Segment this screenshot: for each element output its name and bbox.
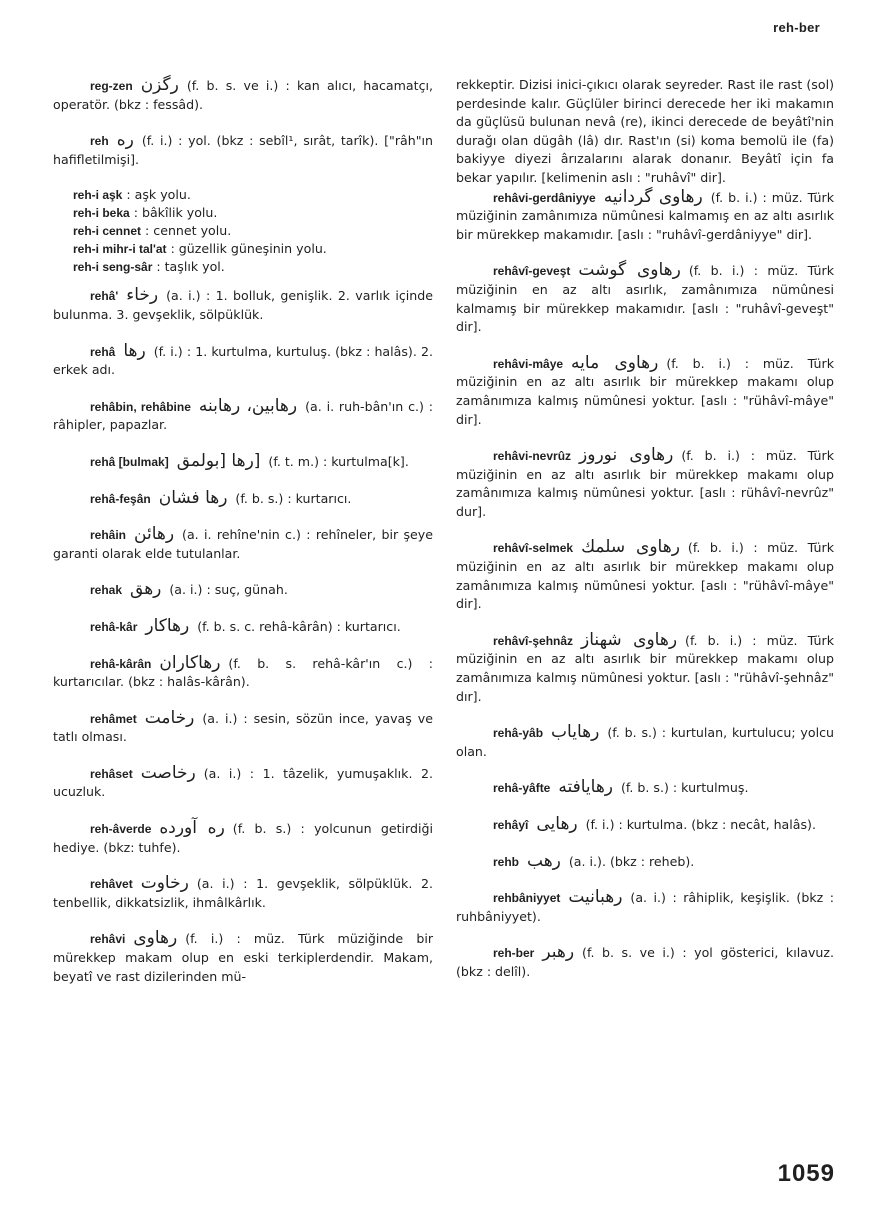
dictionary-entry <box>53 525 433 563</box>
entry-definition: (f. b. i.) : müz. Türk müziğinin en az altı asırlık bir mürekkep makamı olup zamânımıza kalmış nümûnesi yoktur. [aslı : "rühâvî-mâye" dir]. <box>456 540 834 612</box>
entry-definition: (f. b. i.) : müz. Türk müziğinin en az altı asırlık bir mürekkep makamı olup zamânımıza kalmış nümûnesi yoktur. [aslı : rühâvî-nevrûz" dur]. <box>456 448 834 519</box>
entry-definition: (f. b. s.) : kurtulan, kurtulucu; yolcu olan. <box>456 725 834 759</box>
arabic-script: رهاوى سلمك <box>581 537 680 558</box>
subentry-definition: : bâkîlik yolu. <box>133 205 218 221</box>
dictionary-entry <box>456 354 834 429</box>
entry-definition: (a. i.) : suç, günah. <box>169 582 288 598</box>
arabic-script: رها <box>123 340 146 361</box>
dictionary-entry <box>53 819 433 857</box>
dictionary-entry <box>53 874 433 912</box>
arabic-script: رهاوى نوروز <box>579 445 674 466</box>
entry-headword: rehâvi-mâye <box>493 356 564 371</box>
arabic-script: رهايافته <box>558 777 613 798</box>
entry-headword: rehâ-yâb <box>493 726 544 741</box>
arabic-script: رهاياب <box>551 722 600 743</box>
entry-definition: (f. b. i.) : müz. Türk müziğinin en az altı asırlık bir mürekkep makamı olup zamânımıza kalmış nümûnesi yoktur. [aslı : "rühâvî-şehnâz" dır]. <box>456 632 835 704</box>
dictionary-entry <box>456 778 834 798</box>
entry-headword: rehâin <box>90 528 127 543</box>
dictionary-entry <box>53 397 433 435</box>
entry-definition: (f. b. s. ve i.) : kan alıcı, hacamatçı, operatör. (bkz : fessâd). <box>53 78 433 112</box>
arabic-script: ره <box>116 130 134 151</box>
dictionary-entry <box>53 929 433 986</box>
entry-definition: (f. b. i.) : müz. Türk müziğinin zamânımıza nümûnesi kalmamış en az altı asırlık bir mürekkep makamıdır. [aslı : "ruhâvî-gerdâniyye" dir]. <box>456 189 834 242</box>
entry-definition: (f. b. s. c. rehâ-kârân) : kurtarıcı. <box>197 618 401 634</box>
arabic-script: رهق <box>130 579 162 600</box>
entry-definition: (f. b. i.) : müz. Türk müziğinin en az altı asırlık bir mürekkep makamı olup zamânımıza kalmış nümûnesi yoktur. [aslı : "rühâvî-mâye" dir]. <box>456 355 834 427</box>
entry-headword: rehâ <box>90 344 116 359</box>
entry-definition: (a. i. ruh-bân'ın c.) : râhipler, papazlar. <box>53 398 433 433</box>
entry-headword: rehâmet <box>90 711 137 726</box>
entry-definition: (f. i.) : müz. Türk müziğinde bir mürekkep makam olup en eski terkiplerdendir. Makam, beyatî ve rast dizilerinden mü- <box>53 931 433 984</box>
entry-headword: rehâ-kârân <box>90 656 152 671</box>
arabic-script: [رها [بولمق <box>176 450 261 471</box>
subentry-definition: : aşk yolu. <box>126 187 191 203</box>
entry-definition: (a. i.) : 1. gevşeklik, sölpüklük. 2. tenbellik, dikkatsizlik, ihmâlkârlık. <box>53 876 433 910</box>
arabic-script: رهاوى <box>133 928 178 949</box>
arabic-script: رهبانيت <box>568 887 623 908</box>
entry-headword: rehâ' <box>90 289 119 304</box>
arabic-script: رهاوى گوشت <box>578 260 681 281</box>
arabic-script: رها فشان <box>158 487 228 508</box>
dictionary-entry <box>53 286 433 324</box>
subentry <box>73 204 433 222</box>
dictionary-entry <box>53 764 433 802</box>
arabic-script: رگزن <box>140 75 179 95</box>
entry-headword: rehâvi <box>90 932 126 947</box>
dictionary-entry <box>53 76 433 114</box>
subentry-headword: reh-i aşk <box>73 188 123 203</box>
entry-definition: (a. i. rehîne'nin c.) : rehîneler, bir şeye garanti olarak elde tutulanlar. <box>53 527 433 561</box>
entry-headword: rehâ-kâr <box>90 619 138 634</box>
entry-definition: (a. i.). (bkz : reheb). <box>568 853 695 869</box>
subentry-headword: reh-i mihr-i tal'at <box>73 242 167 257</box>
arabic-script: رهاكار <box>145 615 190 636</box>
dictionary-entry <box>53 131 433 169</box>
subentry-definition: : cennet yolu. <box>145 223 232 239</box>
entry-definition: (f. b. s.) : kurtarıcı. <box>235 490 352 506</box>
entry-headword: reh-âverde <box>90 822 152 837</box>
dictionary-entry <box>456 888 834 926</box>
entry-definition: (f. b. s. ve i.) : yol gösterici, kılavuz. (bkz : delîl). <box>456 945 834 979</box>
arabic-script: ره آورده <box>159 818 225 839</box>
page-number: 1059 <box>777 1160 835 1187</box>
entry-headword: rehâbin, rehâbine <box>90 399 191 414</box>
entry-definition: (a. i.) : 1. bolluk, genişlik. 2. varlık içinde bulunma. 3. gevşeklik, sölpüklük. <box>53 288 433 322</box>
arabic-script: رخاء <box>126 285 159 306</box>
subentry-group <box>53 186 433 276</box>
dictionary-entry <box>53 654 433 692</box>
dictionary-entry <box>456 538 834 613</box>
subentry-definition: : taşlık yol. <box>156 259 225 275</box>
arabic-script: رهبر <box>542 942 575 963</box>
entry-headword: reh <box>90 134 109 149</box>
entry-definition: (a. i.) : râhiplik, keşişlik. (bkz : ruhbâniyyet). <box>456 890 834 924</box>
arabic-script: رهائن <box>134 524 175 545</box>
continued-text <box>456 76 834 188</box>
arabic-script: رهايى <box>536 814 578 834</box>
arabic-script: رخامت <box>144 707 195 728</box>
subentry-headword: reh-i seng-sâr <box>73 260 153 275</box>
dictionary-entry <box>53 580 433 600</box>
entry-headword: rehâvi-gerdâniyye <box>493 190 596 205</box>
dictionary-entry <box>53 452 433 472</box>
dictionary-entry <box>53 489 433 509</box>
entry-headword: rehâ-feşân <box>90 491 151 506</box>
entry-headword: rehâyî <box>493 818 529 832</box>
subentry-headword: reh-i beka <box>73 206 130 221</box>
running-head: reh-ber <box>773 20 820 35</box>
entry-definition: (f. b. s.) : kurtulmuş. <box>621 780 749 796</box>
arabic-script: رخاصت <box>140 762 196 783</box>
entry-headword: rehâvet <box>90 877 133 892</box>
dictionary-entry <box>53 709 433 747</box>
entry-headword: rehb <box>493 854 520 869</box>
subentry <box>73 222 433 240</box>
arabic-script: رهاوى مايه <box>571 352 659 373</box>
right-column <box>456 76 834 999</box>
dictionary-entry <box>53 342 433 380</box>
subentry <box>73 186 433 204</box>
arabic-script: رهابين، رهابنه <box>198 395 298 416</box>
dictionary-entry <box>53 617 433 637</box>
entry-definition: (f. t. m.) : kurtulma[k]. <box>268 453 409 469</box>
entry-definition: (f. b. s. rehâ-kâr'ın c.) : kurtarıcılar. (bkz : halâs-kârân). <box>53 655 433 690</box>
dictionary-entry <box>456 815 834 835</box>
entry-definition: (f. i.) : kurtulma. (bkz : necât, halâs). <box>585 817 816 832</box>
entry-definition: (f. b. s.) : yolcunun getirdiği hediye. (bkz: tuhfe). <box>53 821 433 855</box>
left-column <box>53 76 433 1003</box>
arabic-script: رهب <box>527 850 561 871</box>
entry-headword: rehâvi-nevrûz <box>493 449 572 464</box>
subentry-headword: reh-i cennet <box>73 224 142 239</box>
dictionary-entry <box>456 446 834 521</box>
arabic-script: رخاوت <box>140 873 189 894</box>
entry-headword: rehâvî-şehnâz <box>493 633 574 648</box>
entry-headword: rehâvî-selmek <box>493 541 574 556</box>
entry-headword: rehâ-yâfte <box>493 781 551 796</box>
subentry <box>73 240 433 258</box>
arabic-script: رهاوى گردانيه <box>603 186 703 207</box>
entry-headword: rehak <box>90 583 123 598</box>
entry-headword: reg-zen <box>90 79 133 93</box>
subentry-definition: : güzellik güneşinin yolu. <box>170 241 327 257</box>
dictionary-entry <box>456 852 834 872</box>
dictionary-entry <box>456 723 834 761</box>
entry-definition: (f. i.) : 1. kurtulma, kurtuluş. (bkz : halâs). 2. erkek adı. <box>53 343 433 378</box>
dictionary-entry <box>456 188 834 245</box>
dictionary-entry <box>456 261 834 336</box>
entry-headword: reh-ber <box>493 946 535 961</box>
dictionary-entry <box>456 631 834 706</box>
subentry <box>73 258 433 276</box>
dictionary-entry <box>456 943 834 981</box>
entry-definition: (f. i.) : yol. (bkz : sebîl¹, sırât, tarîk). ["râh"ın hafifletilmişi]. <box>53 133 433 167</box>
entry-headword: rehbâniyyet <box>493 891 561 906</box>
continued-definition: rekkeptir. Dizisi inici-çıkıcı olarak seyreder. Rast ile rast (sol) perdesinde kalır. Güçlüler birinci derecede her iki makamın da güçlüsü bulunan nevâ (re), ikinci derecede de beyâtî'nin durağı olan dügâh (lâ) dır. Rast'ın (si) koma bemolü ile (fa) bakiyye diyezi ârızalarını alarak donanır. Beyâtî için fa bekar yapılır. [kelimenin aslı : "ruhâvî" dir]. <box>456 77 834 185</box>
entry-headword: rehâset <box>90 766 133 781</box>
entry-definition: (a. i.) : 1. tâzelik, yumuşaklık. 2. ucuzluk. <box>53 765 433 800</box>
arabic-script: رهاوى شهناز <box>581 629 678 650</box>
entry-headword: rehâvî-geveşt <box>493 264 571 279</box>
entry-definition: (f. b. i.) : müz. Türk müziğinin en az altı asırlık, zamânımıza nümûnesi kalmamış bir mürekkep makamıdır. [aslı : "ruhâvî-geveşt" dir]. <box>456 263 834 335</box>
entry-definition: (a. i.) : sesin, sözün ince, yavaş ve tatlı olması. <box>53 710 433 745</box>
entry-headword: rehâ [bulmak] <box>90 454 169 469</box>
arabic-script: رهاكاران <box>159 652 221 673</box>
